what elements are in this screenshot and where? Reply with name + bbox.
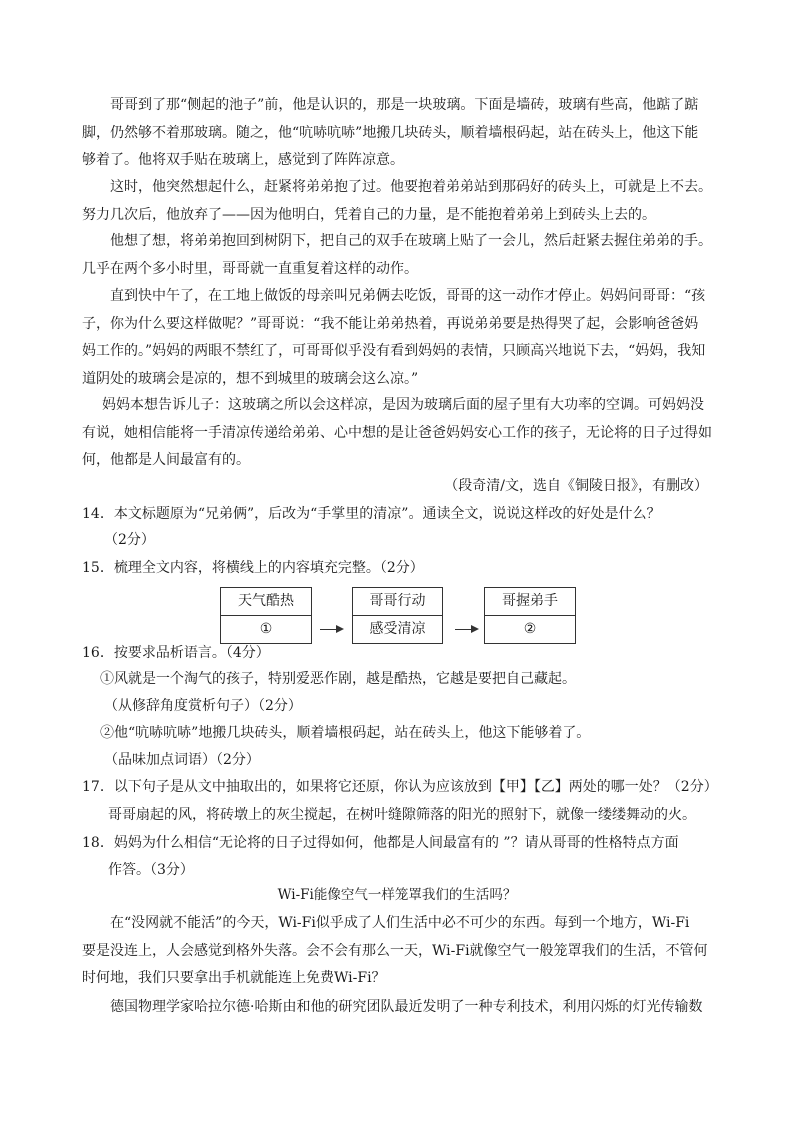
story-paragraph-1 (82, 92, 712, 175)
flow-arrow-icon (320, 629, 342, 630)
text-line: 这时，他突然想起什么，赶紧将弟弟抱了过。他要抱着弟弟站到那码好的砖头上，可就是上不去。 (110, 179, 712, 195)
text-line: 德国物理学家哈拉尔德·哈斯由和他的研究团队最近发明了一种专利技术，利用闪烁的灯光传输数 (110, 999, 703, 1015)
flow-box-text: 感受清凉 (369, 621, 426, 637)
flow-box-3 (484, 587, 576, 644)
flow-box-blank: ② (523, 621, 537, 637)
question-18: 18．妈妈为什么相信“无论将的日子过得如何，他都是人间最富有的 ”？请从哥哥的性格特点方面 (82, 835, 679, 851)
flow-box-blank: ① (259, 621, 273, 637)
text-line: 在“没网就不能活”的今天，Wi-Fi似乎成了人们生活中必不可少的东西。每到一个地方，Wi-Fi (110, 915, 690, 931)
text-line: 妈妈本想告诉儿子：这玻璃之所以会这样凉，是因为玻璃后面的屋子里有大功率的空调。可妈妈没 (102, 397, 704, 413)
question-14: 14．本文标题原为“兄弟俩”，后改为“手掌里的清凉”。通读全文，说说这样改的好处是什么？ (82, 506, 661, 522)
text-line: 几乎在两个多小时里，哥哥就一直重复着这样的动作。 (82, 260, 418, 277)
text-line: 够着了。他将双手贴在玻璃上，感觉到了阵阵凉意。 (82, 152, 404, 168)
story-paragraph-3 (82, 228, 712, 283)
question-17-sentence: 哥哥扇起的风，将砖墩上的灰尘搅起，在树叶缝隙筛落的阳光的照射下，就像一缕缕舞动的火。 (108, 807, 696, 823)
text-line: 道阴处的玻璃会是凉的，想不到城里的玻璃会这么凉。” (82, 370, 419, 387)
article-2-paragraph-1 (82, 910, 712, 993)
question-16-item-1: ①风就是一个淘气的孩子，特别爱恶作剧，越是酷热，它越是要把自己藏起。 (100, 671, 576, 687)
question-14-score: （2分） (104, 532, 155, 548)
question-16: 16．按要求品析语言。（4分） (82, 645, 270, 661)
story-paragraph-4 (82, 283, 712, 393)
text-line: 子，你为什么要这样做呢？”哥哥说：“我不能让弟弟热着，再说弟弟要是热得哭了起，会影响爸爸妈 (82, 315, 699, 332)
article-2-paragraph-2 (82, 994, 712, 1022)
text-line: 妈工作的。”妈妈的两眼不禁红了，可哥哥似乎没有看到妈妈的表情，只顾高兴地说下去，“妈妈，我知 (82, 343, 706, 359)
flow-arrow-icon (455, 629, 477, 630)
story-source: （段奇清/文，选自《铜陵日报》，有删改） (444, 478, 708, 494)
story-paragraph-5 (82, 392, 712, 475)
question-16-item-2-requirement: （品味加点词语）（2分） (104, 752, 260, 768)
question-16-item-2: ②他“吭哧吭哧”地搬几块砖头，顺着墙根码起，站在砖头上，他这下能够着了。 (100, 725, 591, 741)
text-line: 有说，她相信能将一手清凉传递给弟弟、心中想的是让爸爸妈妈安心工作的孩子，无论将的日子过得如 (82, 424, 712, 441)
text-line: 要是没连上，人会感觉到格外失落。会不会有那么一天，Wi-Fi就像空气一般笼罩我们的生活，不管何 (82, 942, 708, 959)
flow-box-2 (352, 587, 443, 644)
text-line: 他想了想，将弟弟抱回到树阴下，把自己的双手在玻璃上贴了一会儿，然后赶紧去握住弟弟的手。 (110, 233, 712, 249)
flow-box-label: 天气酷热 (221, 588, 311, 616)
article-2-title: Wi-Fi能像空气一样笼罩我们的生活吗？ (277, 887, 517, 903)
flow-box-label: 哥哥行动 (353, 588, 442, 616)
flow-box-1 (220, 587, 312, 644)
story-paragraph-2 (82, 174, 712, 229)
question-18-continued: 作答。（3分） (108, 862, 194, 878)
question-16-item-1-requirement: （从修辞角度赏析句子）（2分） (104, 698, 302, 714)
question-17: 17．以下句子是从文中抽取出的，如果将它还原，你认为应该放到【甲】【乙】两处的哪一处？（2分） (82, 779, 718, 795)
question-15: 15．梳理全文内容，将横线上的内容填充完整。（2分） (82, 560, 424, 576)
text-line: 哥哥到了那“侧起的池子”前，他是认识的，那是一块玻璃。下面是墙砖，玻璃有些高，他踮了踮 (110, 97, 699, 113)
text-line: 时何地，我们只要拿出手机就能连上免费Wi-Fi？ (82, 970, 386, 986)
text-line: 何，他都是人间最富有的。 (82, 452, 250, 468)
text-line: 努力几次后，他放弃了——因为他明白，凭着自己的力量，是不能抱着弟弟上到砖头上去的。 (82, 206, 656, 223)
text-line: 直到快中午了，在工地上做饭的母亲叫兄弟俩去吃饭，哥哥的这一动作才停止。妈妈问哥哥：“孩 (110, 288, 706, 304)
flow-box-label: 哥握弟手 (485, 588, 575, 616)
text-line: 脚，仍然够不着那玻璃。随之，他“吭哧吭哧”地搬几块砖头，顺着墙根码起，站在砖头上，他这下能 (82, 124, 699, 141)
